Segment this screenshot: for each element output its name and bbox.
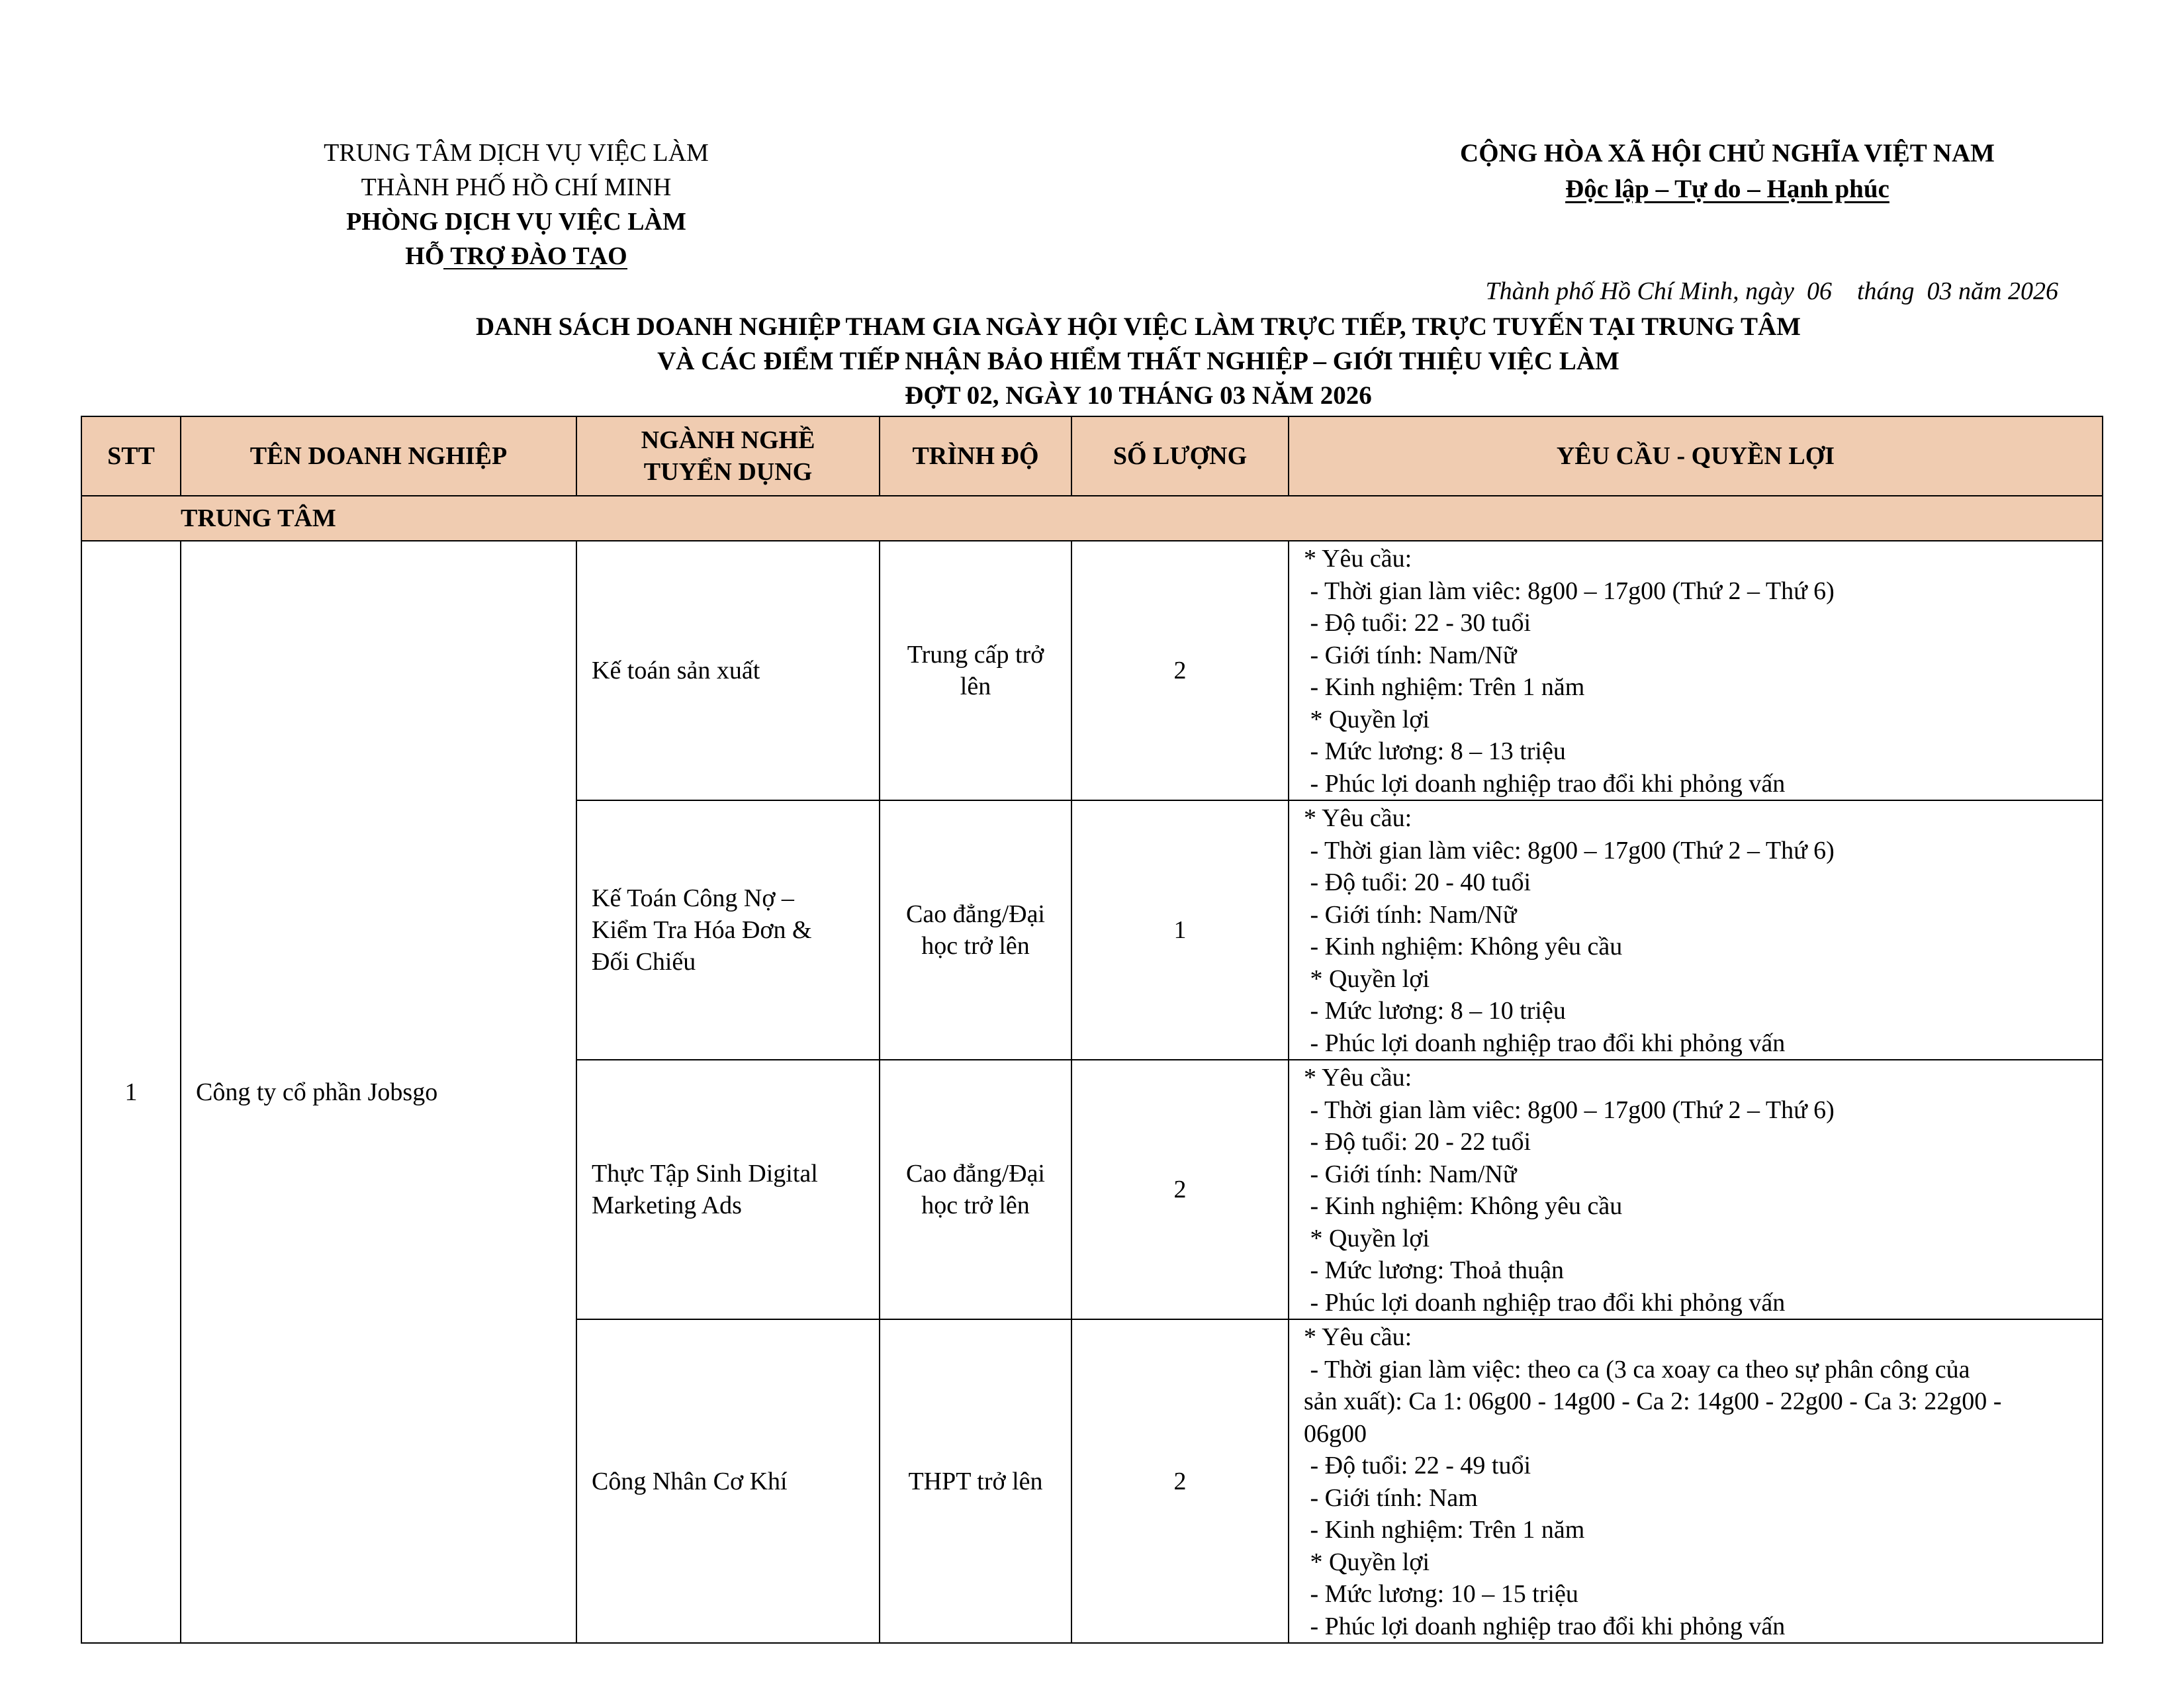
title-line-3: ĐỢT 02, NGÀY 10 THÁNG 03 NĂM 2026 (905, 381, 1372, 410)
section-row (81, 496, 2103, 541)
header-stt: STT (81, 416, 181, 496)
quantity-cell: 1 (1071, 800, 1289, 1060)
requirement-line: - Độ tuổi: 20 - 40 tuổi (1304, 868, 1531, 896)
header-job (576, 416, 880, 496)
requirement-line: sản xuất): Ca 1: 06g00 - 14g00 - Ca 2: 14g00 - 22g00 - Ca 3: 22g00 - (1304, 1387, 2002, 1415)
job-title-cell (576, 1060, 880, 1319)
quantity-cell: 2 (1071, 1060, 1289, 1319)
job-title-cell (576, 1319, 880, 1643)
requirement-line: * Quyền lợi (1304, 1224, 1430, 1252)
requirement-line: - Kinh nghiệm: Trên 1 năm (1304, 1516, 1585, 1544)
education-level-line: Cao đẳng/Đại (905, 1160, 1045, 1188)
job-title-line: Kế Toán Công Nợ – (592, 884, 794, 912)
job-title-cell (576, 800, 880, 1060)
agency-division: HỖ TRỢ ĐÀO TẠO (405, 239, 627, 273)
job-title-line: Đối Chiếu (592, 948, 696, 976)
requirement-line: - Giới tính: Nam (1304, 1483, 1478, 1512)
education-level-line: học trở lên (921, 932, 1030, 960)
requirement-line: - Kinh nghiệm: Không yêu cầu (1304, 1192, 1623, 1220)
education-level-line: học trở lên (921, 1192, 1030, 1219)
requirement-line: 06g00 (1304, 1419, 1367, 1448)
education-level-line: THPT trở lên (908, 1467, 1043, 1495)
header-requirements: YÊU CẦU - QUYỀN LỢI (1289, 416, 2103, 496)
education-level-line: Cao đẳng/Đại (905, 900, 1045, 928)
requirement-line: - Mức lương: 8 – 10 triệu (1304, 997, 1566, 1025)
job-title-line: Kế toán sản xuất (592, 657, 760, 684)
requirement-line: - Kinh nghiệm: Không yêu cầu (1304, 933, 1623, 961)
title-line-2: VÀ CÁC ĐIỂM TIẾP NHẬN BẢO HIỂM THẤT NGHIỆP – GIỚI THIỆU VIỆC LÀM (657, 347, 1619, 375)
requirement-line: - Thời gian làm việc: theo ca (3 ca xoay ca theo sự phân công của (1304, 1355, 1970, 1383)
requirement-line: - Giới tính: Nam/Nữ (1304, 1160, 1517, 1188)
education-level-cell (880, 1060, 1071, 1319)
requirement-line: - Giới tính: Nam/Nữ (1304, 900, 1517, 929)
requirement-line: - Phúc lợi doanh nghiệp trao đổi khi phỏng vấn (1304, 1288, 1786, 1317)
requirement-line: - Độ tuổi: 22 - 49 tuổi (1304, 1452, 1531, 1479)
requirement-line: - Độ tuổi: 22 - 30 tuổi (1304, 609, 1531, 637)
requirement-line: - Mức lương: 10 – 15 triệu (1304, 1580, 1578, 1608)
requirement-line: - Thời gian làm viêc: 8g00 – 17g00 (Thứ 2 – Thứ 6) (1304, 1096, 1835, 1124)
document-title (79, 310, 2184, 413)
job-title-line: Marketing Ads (592, 1192, 742, 1219)
requirements-cell (1289, 541, 2103, 800)
national-motto-block (1377, 136, 2078, 207)
requirement-line: - Thời gian làm viêc: 8g00 – 17g00 (Thứ 2 – Thứ 6) (1304, 836, 1835, 865)
requirement-line: - Thời gian làm viêc: 8g00 – 17g00 (Thứ 2 – Thứ 6) (1304, 577, 1835, 605)
requirements-cell (1289, 1060, 2103, 1319)
education-level-cell (880, 1319, 1071, 1643)
agency-line-1: TRUNG TÂM DỊCH VỤ VIỆC LÀM (324, 139, 709, 167)
company-name-cell: Công ty cổ phần Jobsgo (181, 541, 576, 1643)
job-title-cell (576, 541, 880, 800)
requirement-line: - Kinh nghiệm: Trên 1 năm (1304, 673, 1585, 701)
header-level: TRÌNH ĐỘ (880, 416, 1071, 496)
requirements-cell (1289, 1319, 2103, 1643)
education-level-cell (880, 800, 1071, 1060)
requirement-line: - Mức lương: Thoả thuận (1304, 1256, 1565, 1284)
requirement-line: * Yêu cầu: (1304, 545, 1412, 573)
title-line-1: DANH SÁCH DOANH NGHIỆP THAM GIA NGÀY HỘI VIỆC LÀM TRỰC TIẾP, TRỰC TUYẾN TẠI TRUNG TÂM (476, 312, 1801, 341)
requirement-line: * Yêu cầu: (1304, 1064, 1412, 1092)
stt-cell: 1 (81, 541, 181, 1643)
requirement-line: * Quyền lợi (1304, 705, 1430, 733)
requirement-line: - Giới tính: Nam/Nữ (1304, 641, 1517, 669)
quantity-cell: 2 (1071, 541, 1289, 800)
requirement-line: - Mức lương: 8 – 13 triệu (1304, 737, 1566, 765)
header-job-line-1: NGÀNH NGHỀ (641, 426, 815, 454)
section-label: TRUNG TÂM (181, 496, 2103, 541)
table-row (81, 541, 2103, 800)
national-motto: Độc lập – Tự do – Hạnh phúc (1565, 175, 1889, 203)
job-title-line: Kiểm Tra Hóa Đơn & (592, 916, 812, 944)
education-level-cell (880, 541, 1071, 800)
agency-department: PHÒNG DỊCH VỤ VIỆC LÀM (346, 208, 686, 236)
requirements-cell (1289, 800, 2103, 1060)
header-job-line-2: TUYỂN DỤNG (643, 458, 813, 486)
requirement-line: * Yêu cầu: (1304, 1323, 1412, 1351)
header-company: TÊN DOANH NGHIỆP (181, 416, 576, 496)
requirement-line: - Phúc lợi doanh nghiệp trao đổi khi phỏng vấn (1304, 1612, 1786, 1640)
job-title-line: Thực Tập Sinh Digital (592, 1160, 818, 1188)
header-quantity: SỐ LƯỢNG (1071, 416, 1289, 496)
education-level-line: Trung cấp trở (907, 641, 1044, 669)
issuing-agency-block (192, 136, 841, 273)
table-header-row (81, 416, 2103, 496)
place-date-line: Thành phố Hồ Chí Minh, ngày 06 tháng 03 năm 2026 (1485, 277, 2058, 305)
requirement-line: * Yêu cầu: (1304, 804, 1412, 832)
requirement-line: - Phúc lợi doanh nghiệp trao đổi khi phỏng vấn (1304, 769, 1786, 798)
job-title-line: Công Nhân Cơ Khí (592, 1467, 788, 1495)
requirement-line: * Quyền lợi (1304, 1548, 1430, 1576)
nation-name: CỘNG HÒA XÃ HỘI CHỦ NGHĨA VIỆT NAM (1460, 139, 1995, 167)
education-level-line: lên (960, 673, 991, 700)
requirement-line: - Độ tuổi: 20 - 22 tuổi (1304, 1128, 1531, 1156)
requirement-line: * Quyền lợi (1304, 964, 1430, 993)
job-listing-table (81, 416, 2103, 1644)
quantity-cell: 2 (1071, 1319, 1289, 1643)
section-spacer (81, 496, 181, 541)
agency-line-2: THÀNH PHỐ HỒ CHÍ MINH (361, 173, 672, 201)
requirement-line: - Phúc lợi doanh nghiệp trao đổi khi phỏng vấn (1304, 1029, 1786, 1057)
